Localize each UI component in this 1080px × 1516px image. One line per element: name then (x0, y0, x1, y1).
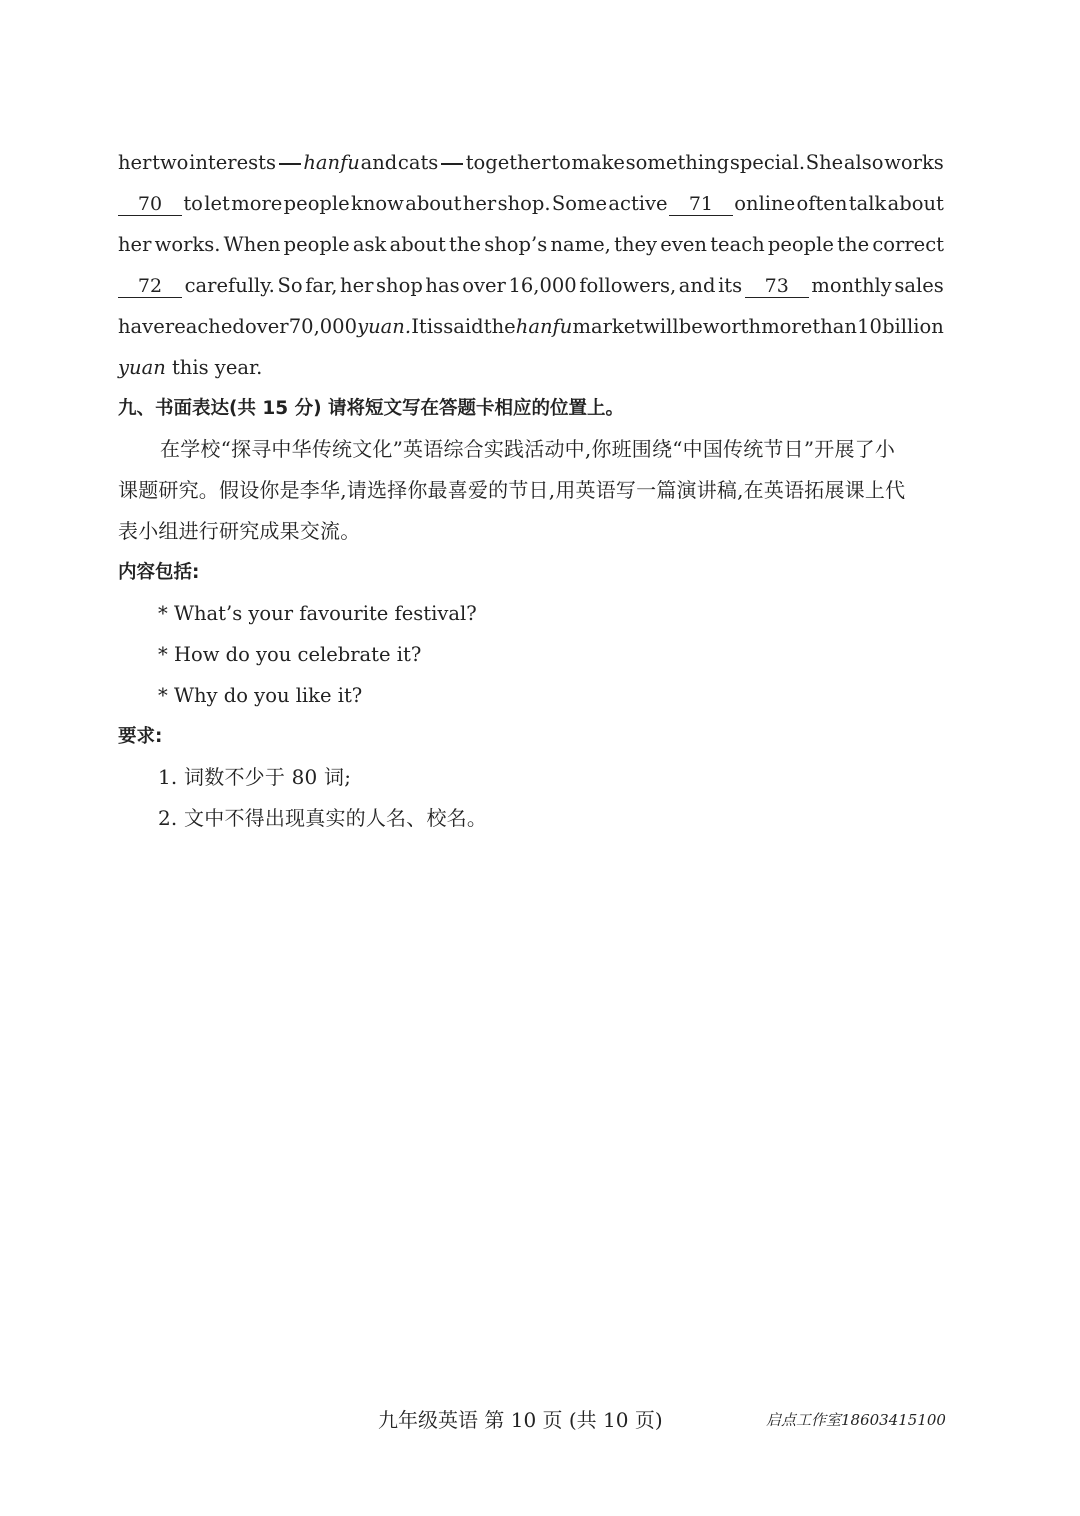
word: more (761, 315, 813, 338)
word: carefully. (184, 274, 275, 297)
word: talk (848, 192, 887, 215)
word: let (204, 192, 230, 215)
word: know (351, 192, 404, 215)
word: She (805, 151, 844, 174)
word: market (572, 315, 644, 338)
word: her (340, 274, 374, 297)
word: yuan (118, 356, 166, 379)
word: reached (164, 315, 245, 338)
word: also (843, 151, 884, 174)
word: more (231, 192, 283, 215)
word: It (411, 315, 427, 338)
word: shop (376, 274, 423, 297)
word: together (465, 151, 551, 174)
section-9-intro-line-3: 表小组进行研究成果交流。 (118, 519, 361, 543)
exam-page (118, 142, 944, 839)
em-dash (439, 142, 465, 183)
word: two (152, 151, 189, 174)
word: shop. (497, 192, 551, 215)
word: something (625, 151, 730, 174)
word: monthly (811, 274, 892, 297)
content-item: * How do you celebrate it? (158, 643, 422, 666)
word: her (118, 233, 152, 256)
word: even (660, 233, 707, 256)
studio-watermark: 启点工作室18603415100 (766, 1411, 946, 1429)
word: hanfu (303, 151, 360, 174)
answer-blank-73: 73 (745, 275, 809, 298)
word: and (360, 151, 398, 174)
word: works (884, 151, 944, 174)
word: Some (551, 192, 608, 215)
word: about (389, 233, 446, 256)
word: shop’s (484, 233, 548, 256)
word: will (643, 315, 679, 338)
passage-line-2 (118, 183, 944, 224)
word: ask (352, 233, 387, 256)
answer-blank-72: 72 (118, 275, 182, 298)
passage-line-4 (118, 265, 944, 306)
word: its (718, 274, 743, 297)
content-item: * What’s your favourite festival? (158, 602, 477, 625)
word: they (614, 233, 658, 256)
word: to (183, 192, 203, 215)
word: hanfu (515, 315, 573, 338)
word: people (283, 192, 350, 215)
word: people (767, 233, 834, 256)
word: over (245, 315, 289, 338)
word: over (462, 274, 506, 297)
word: sales (894, 274, 944, 297)
word: 70,000 (288, 315, 357, 338)
word: followers, (579, 274, 677, 297)
word: cats (397, 151, 439, 174)
word: this year. (171, 356, 263, 379)
content-item: * Why do you like it? (158, 684, 363, 707)
passage-line-3 (118, 224, 944, 265)
word: to (551, 151, 571, 174)
word: 10 (857, 315, 882, 338)
word: When (223, 233, 281, 256)
word: active (608, 192, 668, 215)
word: the (837, 233, 870, 256)
section-9-title: 九、书面表达(共 15 分) 请将短文写在答题卡相应的位置上。 (118, 398, 624, 419)
word: special. (729, 151, 806, 174)
requirement-item: 1. 词数不少于 80 词; (158, 765, 352, 789)
word: have (118, 315, 165, 338)
word: worth (702, 315, 762, 338)
answer-blank-71: 71 (669, 193, 733, 216)
word: be (678, 315, 703, 338)
word: is (426, 315, 444, 338)
word: far, (305, 274, 338, 297)
requirement-item: 2. 文中不得出现真实的人名、校名。 (158, 806, 488, 830)
passage-line-1 (118, 142, 944, 183)
word: often (796, 192, 848, 215)
section-9-intro-line-1: 在学校“探寻中华传统文化”英语综合实践活动中,你班围绕“中国传统节日”开展了小 (160, 437, 896, 461)
word: make (571, 151, 625, 174)
page-number-footer: 九年级英语 第 10 页 (共 10 页) (378, 1408, 663, 1432)
word: yuan. (357, 315, 412, 338)
word: said (443, 315, 484, 338)
word: has (425, 274, 460, 297)
word: the (449, 233, 481, 256)
em-dash (277, 142, 303, 183)
word: about (887, 192, 944, 215)
word: So (277, 274, 303, 297)
content-heading: 内容包括: (118, 562, 200, 583)
word: name, (550, 233, 611, 256)
word: her (462, 192, 497, 215)
word: billion (882, 315, 944, 338)
word: online (734, 192, 796, 215)
passage-line-6 (118, 347, 944, 388)
word: 16,000 (508, 274, 577, 297)
word: about (405, 192, 462, 215)
passage-line-5 (118, 306, 944, 347)
word: interests (189, 151, 276, 174)
word: than (812, 315, 857, 338)
section-9-intro-line-2: 课题研究。假设你是李华,请选择你最喜爱的节日,用英语写一篇演讲稿,在英语拓展课上代 (118, 478, 906, 502)
word: works. (154, 233, 221, 256)
word: correct (872, 233, 944, 256)
word: the (483, 315, 516, 338)
word: people (283, 233, 350, 256)
answer-blank-70: 70 (118, 193, 182, 216)
word: and (678, 274, 716, 297)
word: teach (710, 233, 765, 256)
requirements-heading: 要求: (118, 726, 163, 747)
word: her (118, 151, 152, 174)
